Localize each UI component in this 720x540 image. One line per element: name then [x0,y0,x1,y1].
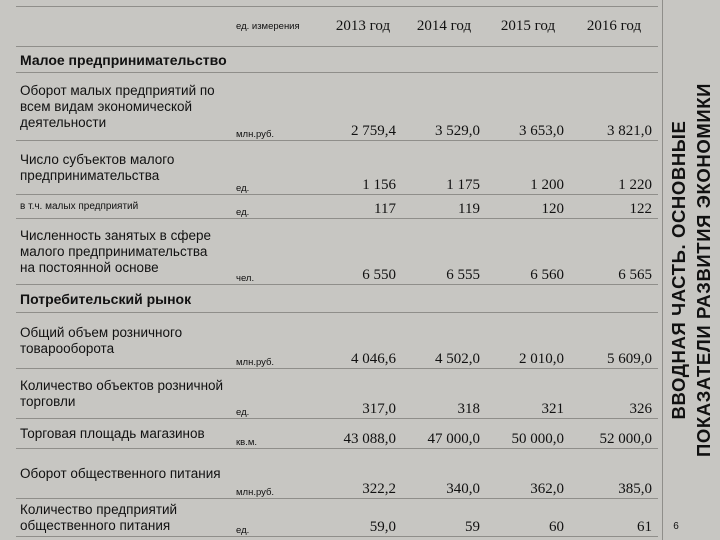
table-row [16,141,658,195]
value-2015: 120 [486,195,570,219]
value-2014: 1 175 [402,141,486,195]
year-2013: 2013 год [324,7,402,47]
table-row [16,195,658,219]
indicators-table [16,6,658,537]
value-2014: 4 502,0 [402,313,486,369]
row-unit: млн.руб. [232,73,324,141]
row-label: Оборот малых предприятий по всем видам экономической деятельности [16,73,232,141]
value-2013: 1 156 [324,141,402,195]
value-2015: 60 [486,499,570,537]
value-2016: 61 [570,499,658,537]
row-label: Количество объектов розничной торговли [16,369,232,419]
value-2014: 47 000,0 [402,419,486,449]
side-title-line-2: ПОКАЗАТЕЛИ РАЗВИТИЯ ЭКОНОМИКИ [693,82,714,458]
value-2016: 3 821,0 [570,73,658,141]
table-row [16,369,658,419]
value-2013: 2 759,4 [324,73,402,141]
section-row [16,47,658,73]
section-title-small-business: Малое предпринимательство [16,47,658,73]
side-title-line-1: ВВОДНАЯ ЧАСТЬ. ОСНОВНЫЕ [668,120,689,420]
row-label: Число субъектов малого предпринимательства [16,141,232,195]
row-label: Количество предприятий общественного питания [16,499,232,537]
value-2013: 117 [324,195,402,219]
row-label: Общий объем розничного товарооборота [16,313,232,369]
year-2014: 2014 год [402,7,486,47]
row-unit: ед. [232,499,324,537]
header-blank [16,7,232,47]
value-2014: 3 529,0 [402,73,486,141]
year-2015: 2015 год [486,7,570,47]
row-label: в т.ч. малых предприятий [16,195,232,219]
row-unit: ед. [232,141,324,195]
value-2016: 122 [570,195,658,219]
value-2015: 2 010,0 [486,313,570,369]
row-unit: млн.руб. [232,449,324,499]
value-2013: 43 088,0 [324,419,402,449]
year-2016: 2016 год [570,7,658,47]
value-2015: 1 200 [486,141,570,195]
value-2015: 362,0 [486,449,570,499]
row-unit: ед. [232,369,324,419]
value-2015: 3 653,0 [486,73,570,141]
value-2014: 119 [402,195,486,219]
table-row [16,219,658,285]
value-2016: 6 565 [570,219,658,285]
value-2016: 5 609,0 [570,313,658,369]
value-2013: 6 550 [324,219,402,285]
value-2016: 1 220 [570,141,658,195]
section-row [16,285,658,313]
row-label: Численность занятых в сфере малого предпринимательства на постоянной основе [16,219,232,285]
page-number: 6 [673,521,679,532]
value-2016: 52 000,0 [570,419,658,449]
value-2014: 59 [402,499,486,537]
row-unit: чел. [232,219,324,285]
value-2015: 6 560 [486,219,570,285]
section-title-consumer-market: Потребительский рынок [16,285,658,313]
value-2013: 4 046,6 [324,313,402,369]
value-2016: 326 [570,369,658,419]
row-unit: кв.м. [232,419,324,449]
value-2015: 321 [486,369,570,419]
table-row [16,419,658,449]
value-2016: 385,0 [570,449,658,499]
value-2014: 6 555 [402,219,486,285]
value-2013: 59,0 [324,499,402,537]
value-2015: 50 000,0 [486,419,570,449]
row-label: Торговая площадь магазинов [16,419,232,449]
row-unit: млн.руб. [232,313,324,369]
unit-header: ед. измерения [232,7,324,47]
table-row [16,499,658,537]
table-row [16,313,658,369]
value-2014: 318 [402,369,486,419]
header-row [16,7,658,47]
row-label: Оборот общественного питания [16,449,232,499]
side-title-text [666,7,716,533]
table-row [16,449,658,499]
value-2013: 322,2 [324,449,402,499]
row-unit: ед. [232,195,324,219]
table-row [16,73,658,141]
value-2013: 317,0 [324,369,402,419]
value-2014: 340,0 [402,449,486,499]
side-title [662,0,720,540]
